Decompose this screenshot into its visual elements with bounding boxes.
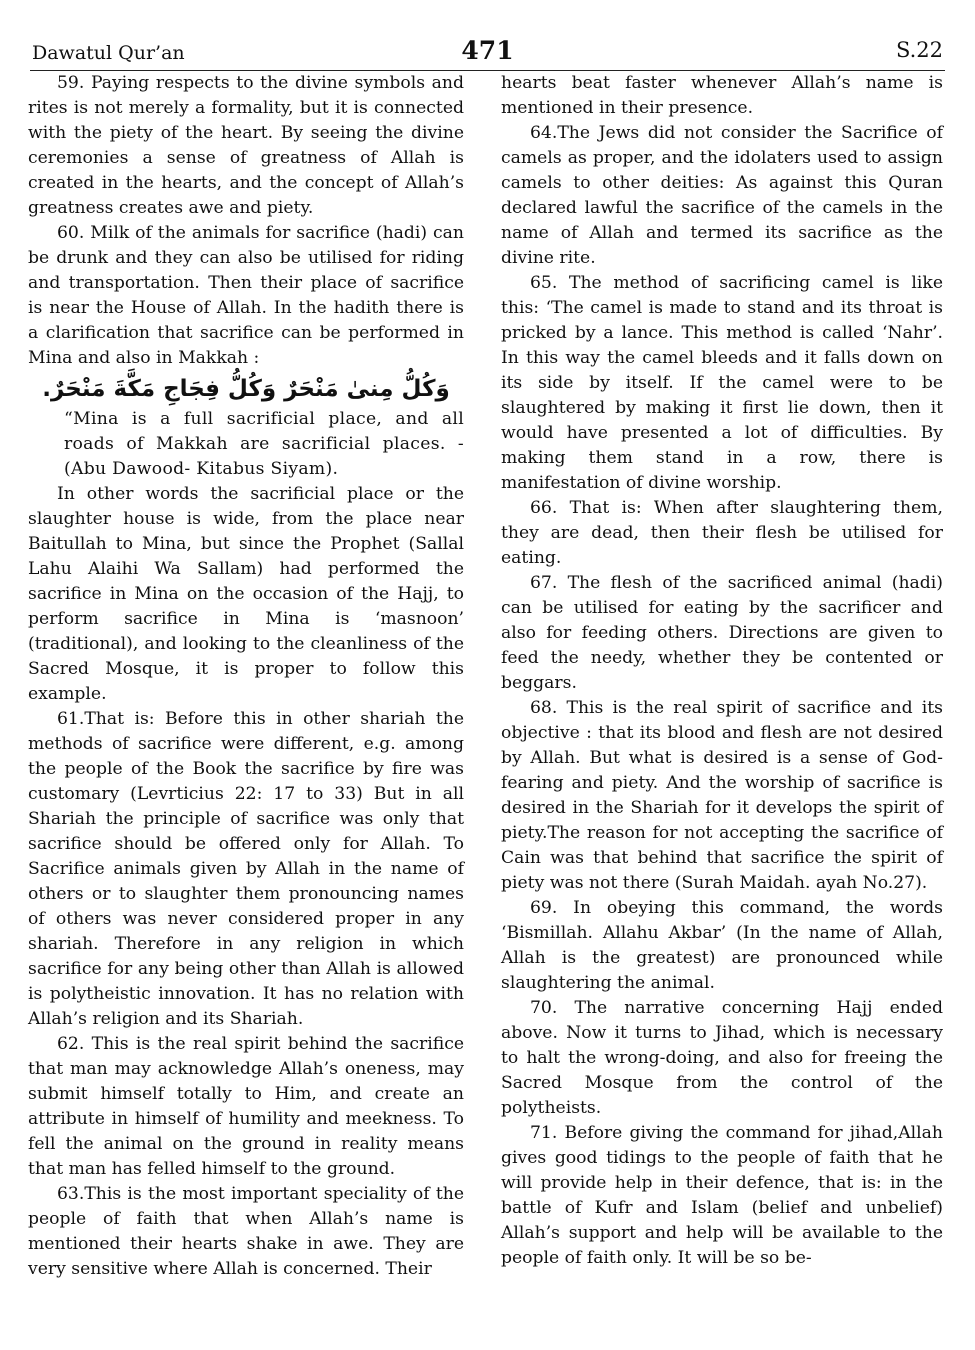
arabic-hadith: وَكُلُّ مِنىٰ مَنْحَرٌ وَكُلُّ فِجَاجِ مَكَّةَ مَنْحَرٌ. — [42, 376, 450, 402]
note-67: 67. The flesh of the sacrificed animal (hadi) can be utilised for eating by the sacrificer and also for feeding others. Directions are given to feed the needy, whether they be contented or beggars. — [501, 573, 943, 693]
note-66: 66. That is: When after slaughtering them, they are dead, then their flesh be utilised for eating. — [501, 498, 943, 568]
note-63-continued: hearts beat faster whenever Allah’s name is mentioned in their presence. — [501, 73, 943, 118]
note-68: 68. This is the real spirit of sacrifice and its objective : that its blood and flesh are not desired by Allah. But what is desired is a sense of God-fearing and piety. And the worship of sacrifice is desired in the Shariah for it develops the spirit of piety.The reason for not accepting the sacrifice of Cain was that behind that sacrifice the spirit of piety was not there (Surah Maidah. ayah No.27). — [501, 698, 943, 893]
book-title: Dawatul Qur’an — [32, 42, 185, 64]
page-header — [30, 36, 945, 70]
surah-label: S.22 — [895, 38, 943, 62]
hadith-translation: “Mina is a full sacrificial place, and all roads of Makkah are sacrificial places. -(Abu Dawood- Kitabus Siyam). — [64, 409, 464, 479]
note-62: 62. This is the real spirit behind the sacrifice that man may acknowledge Allah’s oneness, may submit himself totally to Him, and create an attribute in himself of humility and meekness. To fell the animal on the ground in reality means that man has felled himself to the ground. — [28, 1034, 464, 1179]
note-63: 63.This is the most important speciality of the people of faith that when Allah’s name is mentioned their hearts shake in awe. They are very sensitive where Allah is concerned. Their — [28, 1184, 464, 1279]
note-60: 60. Milk of the animals for sacrifice (hadi) can be drunk and they can also be utilised for riding and transportation. Then their place of sacrifice is near the House of Allah. In the hadith there is a clarification that sacrifice can be performed in Mina and also in Makkah : — [28, 223, 464, 368]
page-number: 471 — [461, 36, 514, 65]
right-column — [501, 71, 943, 1271]
note-69: 69. In obeying this command, the words ‘Bismillah. Allahu Akbar’ (In the name of Allah, Allah is the greatest) are pronounced while slaughtering the animal. — [501, 898, 943, 993]
note-64: 64.The Jews did not consider the Sacrifice of camels as proper, and the idolaters used to assign camels to other deities: As against this Quran declared lawful the sacrifice of the camels in the name of Allah and termed its sacrifice as the divine rite. — [501, 123, 943, 268]
note-71: 71. Before giving the command for jihad,Allah gives good tidings to the people of faith that he will provide help in their defence, that is: in the battle of Kufr and Islam (belief and unbelief) Allah’s support and help will be available to the people of faith only. It will be so be- — [501, 1123, 943, 1268]
note-65: 65. The method of sacrificing camel is like this: ‘The camel is made to stand and its throat is pricked by a lance. This method is called ‘Nahr’. In this way the camel bleeds and it falls down on its side by itself. If the camel were to be slaughtered by making it first lie down, then it would have presented a lot of difficulties. By making them stand in a row, there is manifestation of divine worship. — [501, 273, 943, 493]
note-59: 59. Paying respects to the divine symbols and rites is not merely a formality, but it is connected with the piety of the heart. By seeing the divine ceremonies a sense of greatness of Allah is created in the hearts, and the concept of Allah’s greatness creates awe and piety. — [28, 73, 464, 218]
note-70: 70. The narrative concerning Hajj ended above. Now it turns to Jihad, which is necessary to halt the wrong-doing, and also for freeing the Sacred Mosque from the control of the polytheists. — [501, 998, 943, 1118]
note-60-continued: In other words the sacrificial place or the slaughter house is wide, from the place near Baitullah to Mina, but since the Prophet (Sallal Lahu Alaihi Wa Sallam) had performed the sacrifice in Mina on the occasion of the Hajj, to perform sacrifice in Mina is ‘masnoon’ (traditional), and looking to the cleanliness of the Sacred Mosque, it is proper to follow this example. — [28, 484, 464, 704]
note-61: 61.That is: Before this in other shariah the methods of sacrifice were different, e.g. among the people of the Book the sacrifice by fire was customary (Levrticius 22: 17 to 33) But in all Shariah the principle of sacrifice was only that sacrifice should be offered only for Allah. To Sacrifice animals given by Allah in the name of others or to slaughter them pronouncing names of others was never considered proper in any shariah. Therefore in any religion in which sacrifice for any being other than Allah is allowed is polytheistic innovation. It has no relation with Allah’s religion and its Shariah. — [28, 709, 464, 1029]
left-column — [28, 71, 464, 1282]
